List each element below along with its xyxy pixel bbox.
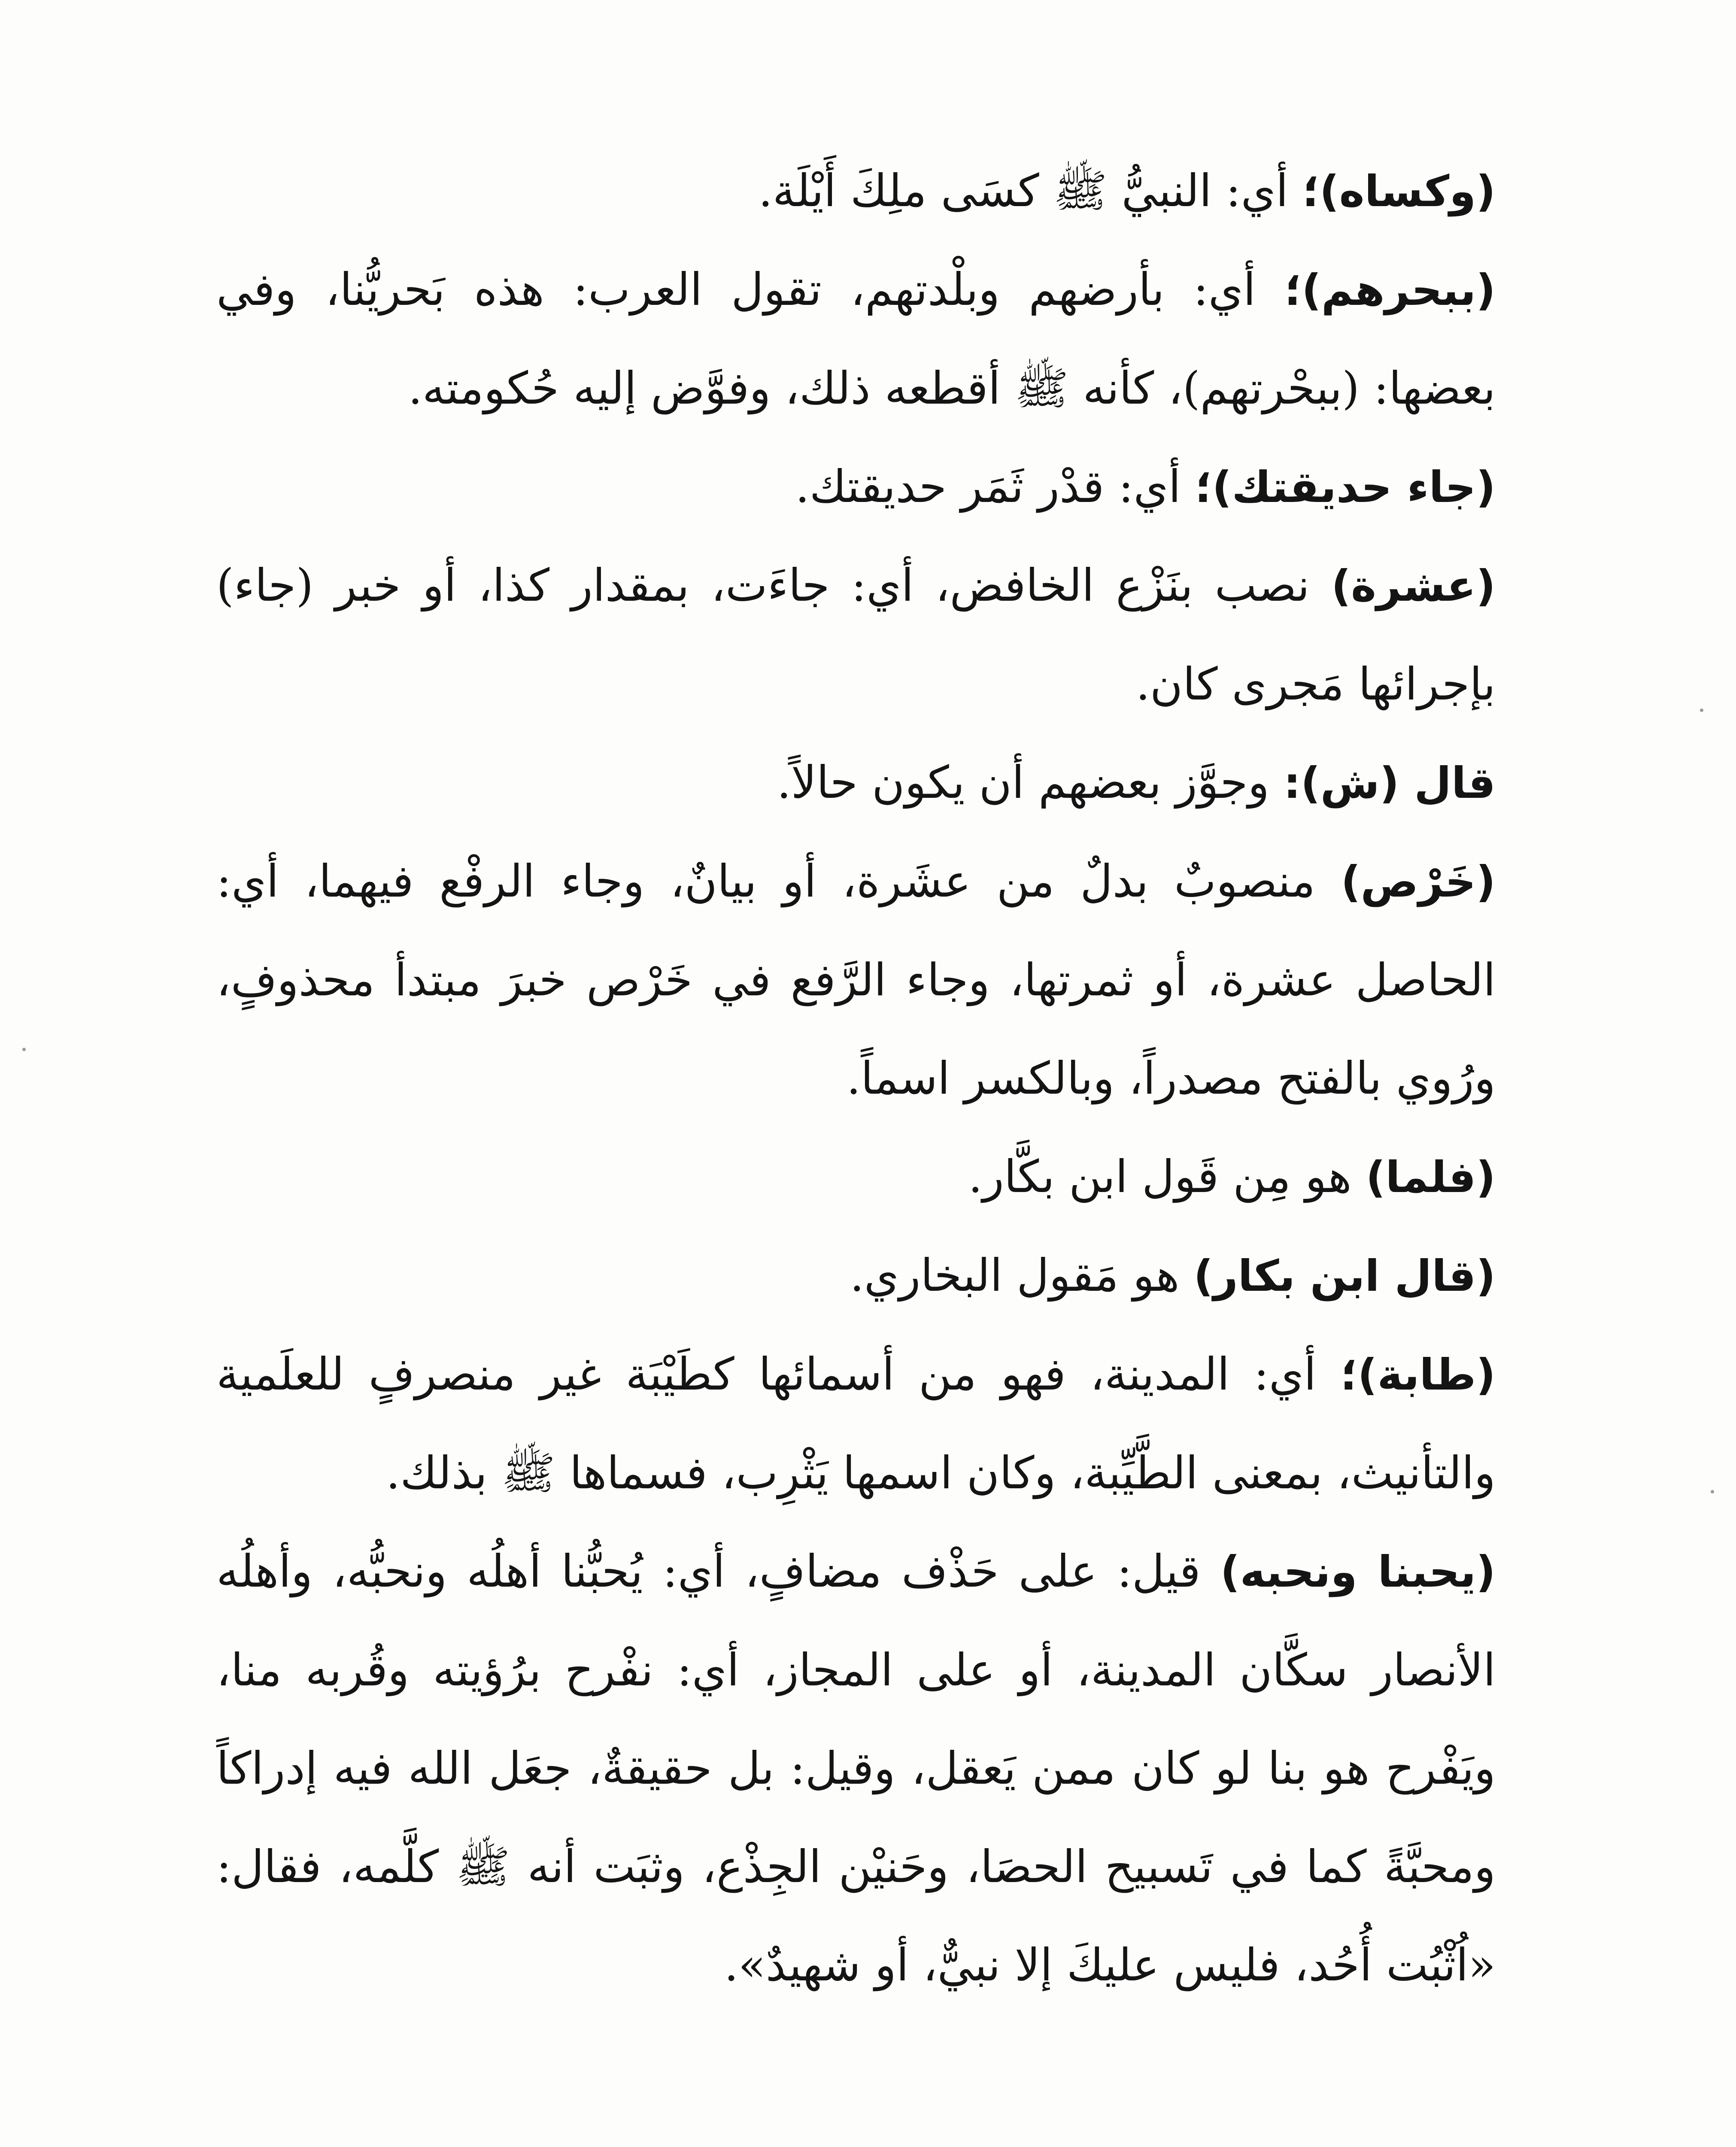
scan-speck	[22, 1048, 26, 1051]
entry-lemma: (يحبنا ونحبه)	[1220, 1547, 1496, 1597]
entry-text: أي: المدينة، فهو من أسمائها كطَيْبَة غير منصرفٍ للعلَمية والتأنيث، بمعنى الطَّيِّبة، وكان اسمها يَثْرِب، فسماها ﷺ بذلك.	[216, 1348, 1496, 1499]
entry-khars	[216, 832, 1496, 1128]
entry-lemma: (قال ابن بكار)	[1193, 1251, 1496, 1301]
entry-text: أي: بأرضهم وبلْدتهم، تقول العرب: هذه بَحريُّنا، وفي بعضها: (ببحْرتهم)، كأنه ﷺ أقطعه ذلك، وفوَّض إليه حُكومته.	[216, 263, 1496, 414]
entry-yuhibbuna	[216, 1522, 1496, 2014]
entry-text: هو مَقول البخاري.	[850, 1249, 1194, 1302]
scan-speck	[1700, 709, 1703, 712]
entry-taba	[216, 1325, 1496, 1522]
entry-lemma: (خَرْص)	[1341, 857, 1496, 907]
entry-lemma: (طابة)؛	[1340, 1350, 1496, 1400]
entry-wa-kasahu	[216, 142, 1496, 240]
entry-text: قيل: على حَذْف مضافٍ، أي: يُحبُّنا أهلُه ونحبُّه، وأهلُه الأنصار سكَّان المدينة، أو على المجاز، أي: نفْرح برُؤيته وقُربه منا، ويَفْرح هو بنا لو كان ممن يَعقل، وقيل: بل حقيقةٌ، جعَل الله فيه إدراكاً ومحبَّةً كما في تَسبيح الحصَا، وحَنيْن الجِذْع، وثبَت أنه ﷺ كلَّمه، فقال: «اُثْبُت أُحُد، فليس عليكَ إلا نبيٌّ، أو شهيدٌ».	[216, 1545, 1496, 1991]
entry-text: أي: النبيُّ ﷺ كسَى ملِكَ أَيْلَة.	[758, 164, 1302, 217]
entry-ashara	[216, 536, 1496, 733]
entry-text: منصوبٌ بدلٌ من عشَرة، أو بيانٌ، وجاء الرفْع فيهما، أي: الحاصل عشرة، أو ثمرتها، وجاء الرَّفع في خَرْص خبرَ مبتدأ محذوفٍ، ورُوي بالفتح مصدراً، وبالكسر اسماً.	[216, 855, 1496, 1104]
entry-lemma: قال (ش):	[1284, 758, 1496, 808]
entry-jaa-hadiqatuk	[216, 438, 1496, 536]
entry-lemma: (فلما)	[1366, 1152, 1496, 1202]
entry-lemma: (جاء حديقتك)؛	[1195, 462, 1496, 512]
entry-text: أي: قدْر ثَمَر حديقتك.	[795, 460, 1195, 513]
scan-speck	[1711, 1490, 1714, 1493]
commentary-text-block	[216, 142, 1496, 2014]
entry-qala-ibn-bakkar	[216, 1226, 1496, 1325]
entry-falamma	[216, 1128, 1496, 1226]
entry-text: وجوَّز بعضهم أن يكون حالاً.	[777, 756, 1284, 809]
entry-text: هو مِن قَول ابن بكَّار.	[968, 1150, 1366, 1203]
entry-lemma: (عشرة)	[1331, 561, 1496, 611]
entry-qala-sh	[216, 733, 1496, 832]
entry-text: نصب بنَزْع الخافض، أي: جاءَت، بمقدار كذا، أو خبر (جاء) بإجرائها مَجرى كان.	[216, 559, 1496, 710]
entry-bi-bahrihim	[216, 240, 1496, 438]
entry-lemma: (وكساه)؛	[1302, 166, 1496, 216]
entry-lemma: (ببحرهم)؛	[1284, 265, 1496, 315]
